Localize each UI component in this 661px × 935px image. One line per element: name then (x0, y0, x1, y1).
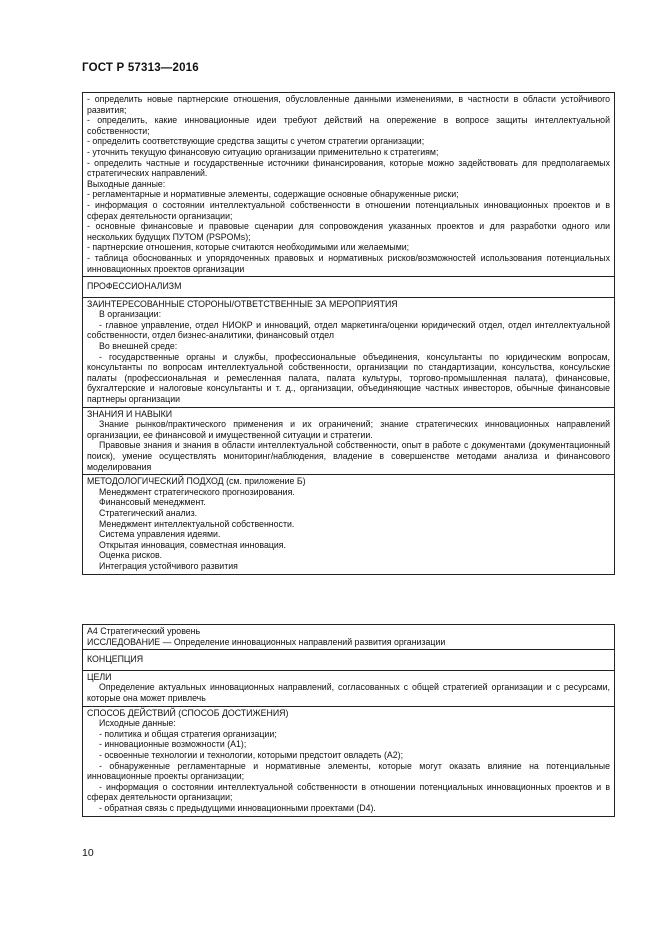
list-item: - информация о состоянии интеллектуальной собственности в отношении потенциальных инновационных проектов и в сферах деятельности организации; (87, 199, 610, 221)
page-number: 10 (82, 847, 94, 859)
list-item: - регламентарные и нормативные элементы, содержащие основные обнаруженные риски; (87, 189, 459, 200)
list-item: - таблица обоснованных и упорядоченных правовых и нормативных рисков/возможностей использования потенциальных инновационных проектов организации (87, 252, 610, 274)
section-title: ЗНАНИЯ И НАВЫКИ (87, 408, 173, 419)
list-item: - обратная связь с предыдущими инновационными проектами (D4). (99, 802, 376, 813)
table-a3-continuation (82, 92, 615, 575)
list-item: - основные финансовые и правовые сценарии для сопровождения указанных проектов и для разработки одного или нескольких будущих ПУТОМ (PSPOMs); (87, 221, 610, 242)
table-row (83, 670, 615, 706)
list-item: - политика и общая стратегия организации; (99, 728, 277, 739)
paragraph: Знание рынков/практического применения и их ограничений; знание стратегических инновационных направлений организации, ее финансовой и имущественной ситуации и стратегии. (87, 419, 610, 440)
internal-text: - главное управление, отдел НИОКР и инноваций, отдел маркетинга/оценки юридический отдел, отдел интеллектуальной собственности, отдел бизнес-аналитики, финансовый отдел (87, 319, 610, 341)
table-row (83, 475, 615, 574)
list-item: - уточнить текущую финансовую ситуацию организации применительно к стратегиям; (87, 146, 439, 157)
table-row (83, 650, 615, 671)
table-a4 (82, 624, 615, 817)
list-item: Менеджмент интеллектуальной собственности. (99, 518, 295, 529)
table-row (83, 625, 615, 650)
input-label: Исходные данные: (99, 718, 176, 729)
section-title: ПРОФЕССИОНАЛИЗМ (87, 281, 182, 292)
document-header: ГОСТ Р 57313—2016 (82, 62, 199, 74)
continuation-cell (83, 93, 615, 277)
approach-cell (83, 706, 615, 816)
list-item: - определить частные и государственные источники финансирования, которые можно задействовать для предполагаемых стратегических направлений. (87, 157, 610, 179)
section-title: СПОСОБ ДЕЙСТВИЙ (СПОСОБ ДОСТИЖЕНИЯ) (87, 707, 289, 718)
goals-cell (83, 670, 615, 706)
list-item: Финансовый менеджмент. (99, 497, 206, 508)
paragraph: Определение актуальных инновационных направлений, согласованных с общей стратегией организации и с ресурсами, которые она может привлечь (87, 682, 610, 703)
list-item: - информация о состоянии интеллектуальной собственности в отношении потенциальных инновационных проектов и в сферах деятельности организации; (87, 781, 610, 803)
paragraph: Правовые знания и знания в области интеллектуальной собственности, опыт в работе с документами (документационный поиск), умение осуществлять мониторинг/наблюдения, владение в совершенстве методами анализа и финансового моделирования (87, 440, 610, 472)
level-label: А4 Стратегический уровень (87, 626, 201, 636)
section-title: ЦЕЛИ (87, 671, 112, 682)
output-label: Выходные данные: (87, 178, 166, 189)
list-item: - освоенные технологии и технологии, которыми предстоит овладеть (А2); (99, 749, 404, 760)
list-item: - определить новые партнерские отношения, обусловленные данными изменениями, в частности в области устойчивого развития; (87, 94, 610, 115)
a4-heading-cell (83, 625, 615, 650)
internal-label: В организации: (99, 309, 162, 320)
knowledge-cell (83, 407, 615, 475)
table-row (83, 93, 615, 277)
list-item: Менеджмент стратегического прогнозирования. (99, 486, 295, 497)
section-title: МЕТОДОЛОГИЧЕСКИЙ ПОДХОД (см. приложение Б) (87, 476, 306, 487)
activity-title: ИССЛЕДОВАНИЕ — Определение инновационных направлений развития организации (87, 636, 446, 647)
table-row (83, 407, 615, 475)
list-item: Оценка рисков. (99, 550, 163, 561)
list-item: Стратегический анализ. (99, 507, 198, 518)
method-cell (83, 475, 615, 574)
list-item: - инновационные возможности (А1); (99, 739, 247, 750)
concept-cell (83, 650, 615, 671)
table-row (83, 706, 615, 816)
section-title: ЗАИНТЕРЕСОВАННЫЕ СТОРОНЫ/ОТВЕТСТВЕННЫЕ ЗА МЕРОПРИЯТИЯ (87, 298, 398, 309)
list-item: Интеграция устойчивого развития (99, 560, 238, 571)
list-item: Открытая инновация, совместная инновация. (99, 539, 286, 550)
table-row (83, 297, 615, 407)
section-title: КОНЦЕПЦИЯ (87, 654, 144, 665)
external-label: Во внешней среде: (99, 341, 178, 352)
list-item: Система управления идеями. (99, 529, 221, 540)
list-item: - партнерские отношения, которые считаются необходимыми или желаемыми; (87, 242, 410, 253)
professionalism-cell (83, 277, 615, 298)
table-row (83, 277, 615, 298)
list-item: - определить соответствующие средства защиты с учетом стратегии организации; (87, 136, 425, 147)
stakeholders-cell (83, 297, 615, 407)
list-item: - определить, какие инновационные идеи требуют действий на опережение в вопросе защиты интеллектуальной собственности; (87, 115, 610, 136)
list-item: - обнаруженные регламентарные и нормативные элементы, которые могут оказать влияние на потенциальные инновационные проекты организации; (87, 760, 610, 782)
external-text: - государственные органы и службы, профессиональные объединения, консультанты по юридическим вопросам, консультанты по вопросам интеллектуальной собственности, организации по стандартизации, консульства, консульские палаты (профессиональная и ремесленная палата, палата культуры, торгово-промышленная палата), финансовые, бухгалтерские и налоговые консультанты и т. д., организации, объединяющие частных инвесторов, обычные финансовые партнеры организации (87, 351, 610, 405)
